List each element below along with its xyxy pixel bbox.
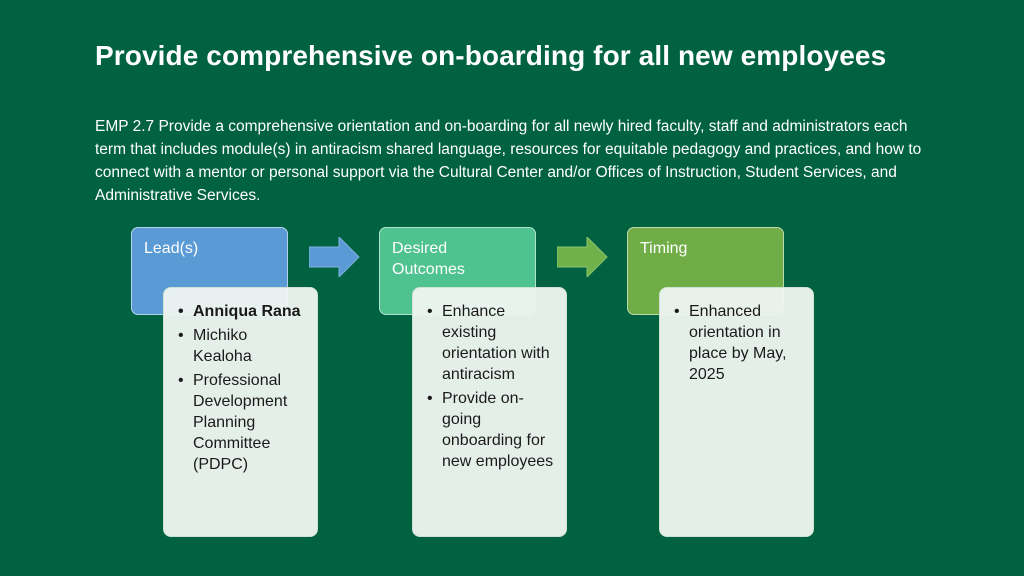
leads-list xyxy=(178,301,307,475)
leads-heading: Lead(s) xyxy=(144,240,199,257)
outcomes-heading: Desired Outcomes xyxy=(392,240,465,278)
outcomes-content-box xyxy=(412,287,567,537)
lead-item: • Michiko Kealoha xyxy=(178,325,307,367)
outcome-item: • Enhance existing orientation with antiracism xyxy=(427,301,556,385)
right-arrow-icon xyxy=(557,237,609,277)
timing-item: • Enhanced orientation in place by May, 2025 xyxy=(674,301,803,385)
right-arrow-icon xyxy=(309,237,361,277)
slide-title: Provide comprehensive on-boarding for all new employees xyxy=(95,40,887,71)
outcome-item: • Provide on-going onboarding for new employees xyxy=(427,388,556,472)
slide-description: EMP 2.7 Provide a comprehensive orientation and on-boarding for all newly hired faculty, staff and administrators each term that includes module(s) in antiracism shared language, resources for equitable pedagogy and practices, and how to connect with a mentor or personal support via the Cultural Center and/or Offices of Instruction, Student Services, and Administrative Services. xyxy=(95,118,922,204)
outcomes-list xyxy=(427,301,556,472)
timing-content-box xyxy=(659,287,814,537)
leads-content-box xyxy=(163,287,318,537)
timing-list xyxy=(674,301,803,385)
lead-item: • Anniqua Rana xyxy=(178,301,307,322)
lead-item: • Professional Development Planning Committee (PDPC) xyxy=(178,370,307,475)
timing-heading: Timing xyxy=(640,240,688,257)
